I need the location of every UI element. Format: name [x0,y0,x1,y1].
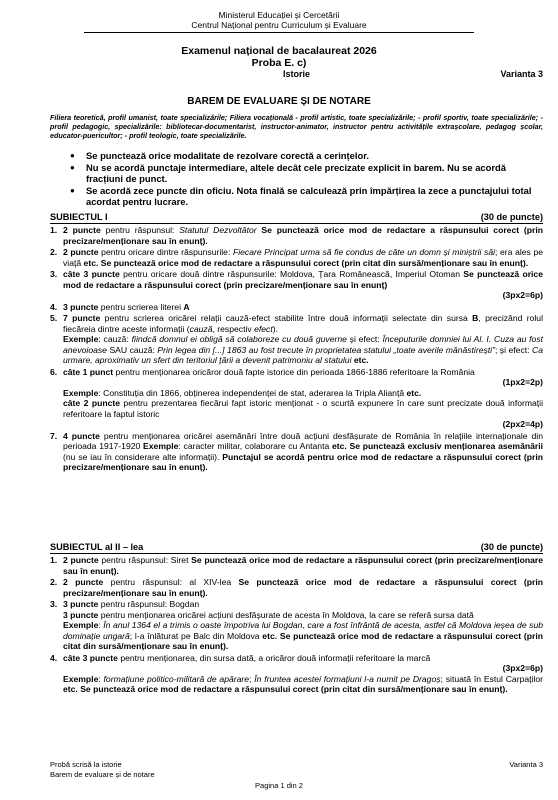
points-formula: (1px2=2p) [502,377,543,387]
section-2-items [50,555,543,696]
subject-name: Istorie [282,69,310,79]
list-item: 2. 2 puncte pentru răspunsul: al XIV-lea Se punctează orice mod de redactare a răspunsului corect (prin precizare/menționare sau în enunț). [50,577,543,598]
section-title: SUBIECTUL I [50,212,108,222]
rule-item: ● Se acordă zece puncte din oficiu. Nota finală se calculează prin împărțirea la zece a punctajului total acordat pentru lucrare. [70,185,540,207]
points-formula: (2px2=4p) [502,419,543,429]
section-heading-2 [50,542,543,554]
points-formula: (3px2=6p) [502,663,543,673]
general-rules [70,150,540,208]
barem-title: BAREM DE EVALUARE ȘI DE NOTARE [187,96,371,107]
list-item: 5. 7 puncte pentru scrierea oricărei relații cauză-efect stabilite între două informații selectate din sursa B, precizând rolul fiecăreia dintre aceste informații (cauză, respectiv efect). Exemple: cauză: fiindcă domnul ei obligă să colaboreze cu două guverne și efect: Începuturile domniei lui Al. I. Cuza au fost anevoioase SAU cauză: Prin legea din [...] 1863 au fost trecute în proprietatea statului „toate averile mănăstirești”; și efect: Ca urmare, aproximativ un sfert din teritoriul țării a devenit patrimoniu al statului etc. [50,313,544,365]
rule-item: ● Se punctează orice modalitate de rezolvare corectă a cerințelor. [70,150,540,161]
list-item: 1. 2 puncte pentru răspunsul: Statutul Dezvoltător Se punctează orice mod de redactare a răspunsului corect (prin precizare/menționare sau în enunț). [50,225,543,246]
header-divider [84,32,474,33]
list-item: 1. 2 puncte pentru răspunsul: Siret Se punctează orice mod de redactare a răspunsului corect (prin precizare/menționare sau în enunț). [50,555,543,576]
rule-item: ● Nu se acordă punctaje intermediare, altele decât cele precizate explicit în barem. Nu se acordă fracțiuni de punct. [70,162,540,184]
section-points: (30 de puncte) [480,542,543,552]
list-item: 4. 3 puncte pentru scrierea literei A [50,301,190,312]
footer-exam-label: Probă scrisă la istorie [50,760,122,769]
section-title: SUBIECTUL al II – lea [50,542,144,552]
section-1-items [50,225,543,474]
footer-barem-label: Barem de evaluare și de notare [50,770,155,779]
page-number: Pagina 1 din 2 [255,781,303,790]
list-item: 6. câte 1 punct pentru menționarea oricăror două fapte istorice din perioada 1866-1886 referitoare la România (1px2=2p) Exemple: Constituția din 1866, obținerea independenței de stat, aderarea la Tripla Alianță etc. câte 2 puncte pentru prezentarea fiecărui fapt istoric menționat - o scurtă expunere în care sunt precizate două informații referitoare la faptul istoric (2px2=4p) [50,366,543,429]
list-item: 3. câte 3 puncte pentru oricare două dintre răspunsurile: Moldova, Țara Românească, Imperiul Otoman Se punctează orice mod de redactare a răspunsului corect (prin precizare/menționare sau în enunț) (3px2=6p) [50,269,543,300]
list-item: 7. 4 puncte pentru menționarea oricărei asemănări între două acțiuni desfășurate de România în relațiile internaționale din perioada 1917-1920 Exemple: caracter militar, colaborare cu Antanta etc. Se punctează exclusiv menționarea asemănării (nu se iau în considerare alte informații). Punctajul se acordă pentru orice mod de redactare a răspunsului corect (prin precizare/menționare sau în enunț). [50,430,543,472]
section-heading-1 [50,212,543,224]
exam-title-block [0,45,558,69]
filiera-text: Filiera teoretică, profil umanist, toate specializările; Filiera vocațională - profil artistic, toate specializările; - profil sportiv, toate specializările; - profil pedagogic, specializările: bibliotecar-documentarist, instructor-animator, instructor pentru activitățile extrașcolare, pedagog școlar, educator-puericultor; - profil teologic, toate specializările. [50,113,543,140]
document-header [0,10,558,30]
ministry-name: Ministerul Educației și Cercetării [218,10,340,20]
list-item: 4. câte 3 puncte pentru menționarea, din sursa dată, a oricăror două informații referitoare la marcă (3px2=6p) Exemple: formațiune politico-militară de apărare; În fruntea acestei formațiuni l-a numit pe Dragoș; situată în Estul Carpaților etc. Se punctează orice mod de redactare a răspunsului corect (prin citat din sursă/menționare sau în enunț). [50,652,543,694]
proba-label: Proba E. c) [251,57,307,69]
points-formula: (3px2=6p) [502,290,543,300]
list-item: 3. 3 puncte pentru răspunsul: Bogdan 3 puncte pentru menționarea oricărei acțiuni desfășurate de acesta în Moldova, la care se referă sursa dată Exemple: În anul 1364 el a trimis o oaste împotriva lui Bogdan, care a fost înfrântă de acesta, astfel că Moldova ieșea de sub dominație ungară; l-a înlăturat pe Balc din Moldova etc. Se punctează orice mod de redactare a răspunsului corect (prin citat din sursă/menționare sau în enunț). [50,599,543,651]
exam-title: Examenul național de bacalaureat 2026 [181,45,377,57]
footer-left [50,760,155,780]
section-points: (30 de puncte) [480,212,543,222]
variant-label: Varianta 3 [500,69,543,79]
center-name: Centrul Național pentru Curriculum și Evaluare [191,20,367,30]
list-item: 2. 2 puncte pentru oricare dintre răspunsurile: Fiecare Principat urma să fie condus de câte un domn și miniștrii săi; era ales pe viață etc. Se punctează orice mod de redactare a răspunsului corect (prin citat din sursă/menționare sau în enunț). [50,247,544,268]
footer-variant: Varianta 3 [509,760,543,769]
